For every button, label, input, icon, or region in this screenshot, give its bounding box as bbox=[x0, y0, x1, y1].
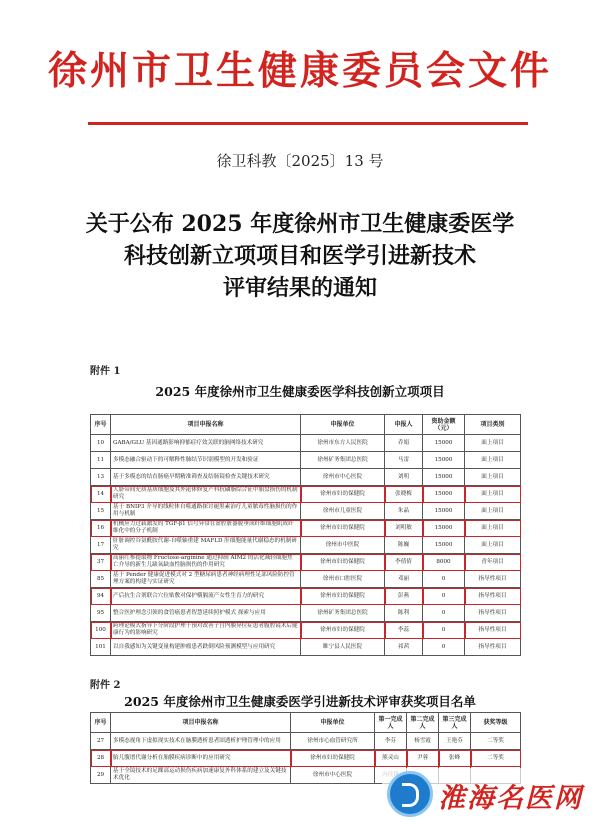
cell-no: 85 bbox=[91, 571, 111, 588]
cell-amount: 15000 bbox=[423, 452, 465, 469]
cell-no: 27 bbox=[91, 733, 111, 750]
attachment2-title: 2025 年度徐州市卫生健康委医学引进新技术评审获奖项目名单 bbox=[124, 694, 476, 709]
col-header: 第一完成人 bbox=[375, 713, 407, 733]
cell-no: 10 bbox=[91, 435, 111, 452]
table-row bbox=[91, 486, 521, 503]
cell-amount: 15000 bbox=[423, 520, 465, 537]
cell-unit: 徐州矿务集团总医院 bbox=[301, 605, 385, 622]
cell-amount: 0 bbox=[423, 622, 465, 639]
cell-unit: 徐州市东方人民医院 bbox=[301, 435, 385, 452]
cell-name: 人脐带间充质基质细胞及其外泌体修复产科抗磷脂综合征中胎盘损伤的机制研究 bbox=[111, 486, 301, 503]
col-header: 项目申报名称 bbox=[111, 415, 301, 435]
header-divider bbox=[88, 122, 528, 125]
table-row bbox=[91, 588, 521, 605]
cell-unit: 徐州市妇幼保健院 bbox=[301, 622, 385, 639]
cell-p2: 尹蓉 bbox=[407, 750, 439, 767]
cell-person: 马雷 bbox=[385, 452, 423, 469]
cell-amount: 15000 bbox=[423, 486, 465, 503]
cell-no: 13 bbox=[91, 469, 111, 486]
cell-no: 15 bbox=[91, 503, 111, 520]
cell-person: 李倩倩 bbox=[385, 554, 423, 571]
cell-category: 面上项目 bbox=[465, 469, 521, 486]
cell-person: 乔娟 bbox=[385, 435, 423, 452]
col-header: 获奖等级 bbox=[471, 713, 521, 733]
cell-unit: 徐州市妇幼保健院 bbox=[301, 554, 385, 571]
cell-no: 29 bbox=[91, 767, 111, 784]
notice-title-line: 关于公布 2025 年度徐州市卫生健康委医学 bbox=[85, 211, 515, 237]
col-header: 项目类别 bbox=[465, 415, 521, 435]
table-row bbox=[91, 435, 521, 452]
cell-name: 以自我感知为关键变量构建肿瘤患者跌倒风险预测模型与应用研究 bbox=[111, 639, 301, 656]
table-row bbox=[91, 622, 521, 639]
cell-person: 祁茜 bbox=[385, 639, 423, 656]
table-row bbox=[91, 639, 521, 656]
col-header: 申报单位 bbox=[291, 713, 375, 733]
cell-amount: 0 bbox=[423, 571, 465, 588]
cell-category: 面上项目 bbox=[465, 503, 521, 520]
table-row bbox=[91, 750, 521, 767]
doc-number: 徐卫科教〔2025〕13 号 bbox=[216, 152, 384, 170]
cell-name: 基于全镜技术的足踝部运动损伤疾病加速康复外科体系的建立及关键技术优化 bbox=[111, 767, 291, 784]
cell-name: 高丽红参提取物 Fructose-arginine 通过抑制 AIM2 的活化减轻细胞焦亡介导的新生儿缺氧缺血性脑损伤的作用研究 bbox=[111, 554, 301, 571]
cell-amount: 8000 bbox=[423, 554, 465, 571]
attachment1-table bbox=[90, 414, 521, 656]
cell-category: 面上项目 bbox=[465, 520, 521, 537]
cell-category: 青年项目 bbox=[465, 554, 521, 571]
cell-person: 朱晶 bbox=[385, 503, 423, 520]
org-title: 徐州市卫生健康委员会文件 bbox=[47, 48, 552, 94]
cell-amount: 15000 bbox=[423, 503, 465, 520]
cell-level: 二等奖 bbox=[471, 750, 521, 767]
cell-category: 面上项目 bbox=[465, 537, 521, 554]
cell-no: 37 bbox=[91, 554, 111, 571]
cell-level: 二等奖 bbox=[471, 733, 521, 750]
cell-p2: 杨雪霞 bbox=[407, 733, 439, 750]
cell-unit: 徐州市中医院 bbox=[301, 537, 385, 554]
cell-amount: 15000 bbox=[423, 469, 465, 486]
cell-name: 整合医护理念引领的食管癌患者智慧延续照护模式 探索与应用 bbox=[111, 605, 301, 622]
cell-name: 肝脏调控谷氨酰胺代谢-自噬轴重建 MAFLD 肝细胞能量代谢稳态的机制研究 bbox=[111, 537, 301, 554]
cell-no: 16 bbox=[91, 520, 111, 537]
cell-unit: 徐州市妇幼保健院 bbox=[291, 750, 375, 767]
cell-person: 李蕊 bbox=[385, 622, 423, 639]
table-row bbox=[91, 520, 521, 537]
cell-person: 彭燕 bbox=[385, 588, 423, 605]
table-row bbox=[91, 452, 521, 469]
cell-amount: 0 bbox=[423, 588, 465, 605]
cell-name: GABA/GLU 基因通路影响抑郁症疗效关联的脑网络技术研究 bbox=[111, 435, 301, 452]
logo-circle-icon bbox=[387, 771, 433, 817]
cell-p3: 张峰 bbox=[439, 750, 471, 767]
cell-name: 产后抗生合剂联合穴位贴敷对保护横膈流产女性生育力的研究 bbox=[111, 588, 301, 605]
cell-p3: 王艳芬 bbox=[439, 733, 471, 750]
cell-name: 基于多模态的结直肠癌早期精准筛查及结肠镜检查关键技术研究 bbox=[111, 469, 301, 486]
cell-name: 胎儿腹谱代谢分析在胎膜疾病诊断中的应用研究 bbox=[111, 750, 291, 767]
cell-unit: 徐州市妇幼保健院 bbox=[301, 520, 385, 537]
col-header: 序号 bbox=[91, 415, 111, 435]
attachment1-title: 2025 年度徐州市卫生健康委医学科技创新立项项目 bbox=[155, 384, 445, 399]
cell-no: 11 bbox=[91, 452, 111, 469]
cell-no: 100 bbox=[91, 622, 111, 639]
cell-person: 陈利 bbox=[385, 605, 423, 622]
col-header: 第三完成人 bbox=[439, 713, 471, 733]
cell-category: 指导性项目 bbox=[465, 605, 521, 622]
cell-name: 跨理论模式指导下分阶段护理干预对改善子宫内膜异位症患者腹腔镜术后健康行为的影响研究 bbox=[111, 622, 301, 639]
watermark-text: 淮海名医网 bbox=[438, 783, 583, 814]
cell-person: 刘明敏 bbox=[385, 520, 423, 537]
cell-unit: 徐州市心血管研究所 bbox=[291, 733, 375, 750]
attachment2-label: 附件 2 bbox=[90, 680, 121, 691]
cell-amount: 15000 bbox=[423, 537, 465, 554]
col-header: 项目申报名称 bbox=[111, 713, 291, 733]
cell-amount: 15000 bbox=[423, 435, 465, 452]
cell-category: 指导性项目 bbox=[465, 571, 521, 588]
cell-category: 指导性项目 bbox=[465, 588, 521, 605]
cell-name: 基于 Pender 健康促进模式对 2 型糖尿病患者神经病理性足部风险防控管理方案的构建与实证研究 bbox=[111, 571, 301, 588]
notice-title-line: 科技创新立项项目和医学引进新技术 bbox=[123, 243, 476, 269]
table-row bbox=[91, 554, 521, 571]
cell-unit: 睢宁县人民医院 bbox=[301, 639, 385, 656]
cell-category: 面上项目 bbox=[465, 452, 521, 469]
cell-person: 刘明 bbox=[385, 469, 423, 486]
cell-amount: 0 bbox=[423, 605, 465, 622]
cell-no: 94 bbox=[91, 588, 111, 605]
notice-title-line: 评审结果的通知 bbox=[222, 275, 377, 301]
cell-category: 面上项目 bbox=[465, 435, 521, 452]
table-row bbox=[91, 537, 521, 554]
cell-unit: 徐州市中心医院 bbox=[301, 469, 385, 486]
cell-no: 14 bbox=[91, 486, 111, 503]
cell-person: 张晓梅 bbox=[385, 486, 423, 503]
cell-no: 101 bbox=[91, 639, 111, 656]
cell-category: 指导性项目 bbox=[465, 622, 521, 639]
cell-no: 17 bbox=[91, 537, 111, 554]
notice-title bbox=[0, 208, 600, 304]
col-header: 序号 bbox=[91, 713, 111, 733]
cell-unit: 徐州市中心医院 bbox=[291, 767, 375, 784]
cell-unit: 徐州矿务集团总医院 bbox=[301, 452, 385, 469]
cell-name: 机械应力过载激发的 TGF-β1 信号异常在盆腔脏器脱垂成纤维细胞肌成纤维化中的分子机制 bbox=[111, 520, 301, 537]
cell-amount: 0 bbox=[423, 639, 465, 656]
cell-unit: 徐州市妇幼保健院 bbox=[301, 486, 385, 503]
col-header: 第二完成人 bbox=[407, 713, 439, 733]
col-header: 资助金额（元） bbox=[423, 415, 465, 435]
cell-unit: 徐州市妇幼保健院 bbox=[301, 588, 385, 605]
col-header: 申报人 bbox=[385, 415, 423, 435]
col-header: 申报单位 bbox=[301, 415, 385, 435]
cell-name: 多模态视角下虚拟现实技术在脑膜透析患者固透析护理管理中的应用 bbox=[111, 733, 291, 750]
cell-name: 多模态融合驱动下的可解释性肺结节识别模型的开发和验证 bbox=[111, 452, 301, 469]
cell-unit: 徐州市儿童医院 bbox=[301, 503, 385, 520]
cell-no: 95 bbox=[91, 605, 111, 622]
table-row bbox=[91, 733, 521, 750]
cell-name: 基于 BNIP3 介导的线粒体自噬通路探讨褪黑素治疗儿童脓毒性脑损伤的作用与机制 bbox=[111, 503, 301, 520]
cell-category: 面上项目 bbox=[465, 486, 521, 503]
table-row bbox=[91, 469, 521, 486]
table-row bbox=[91, 503, 521, 520]
cell-person: 邓丽 bbox=[385, 571, 423, 588]
cell-p1: 熊灵山 bbox=[375, 750, 407, 767]
cell-person: 陈巍 bbox=[385, 537, 423, 554]
cell-unit: 徐州市口腔医院 bbox=[301, 571, 385, 588]
cell-p1: 李芬 bbox=[375, 733, 407, 750]
site-watermark bbox=[382, 768, 600, 820]
cell-category: 指导性项目 bbox=[465, 639, 521, 656]
attachment1-label: 附件 1 bbox=[90, 366, 121, 377]
cell-no: 28 bbox=[91, 750, 111, 767]
table-row bbox=[91, 605, 521, 622]
table-row bbox=[91, 571, 521, 588]
